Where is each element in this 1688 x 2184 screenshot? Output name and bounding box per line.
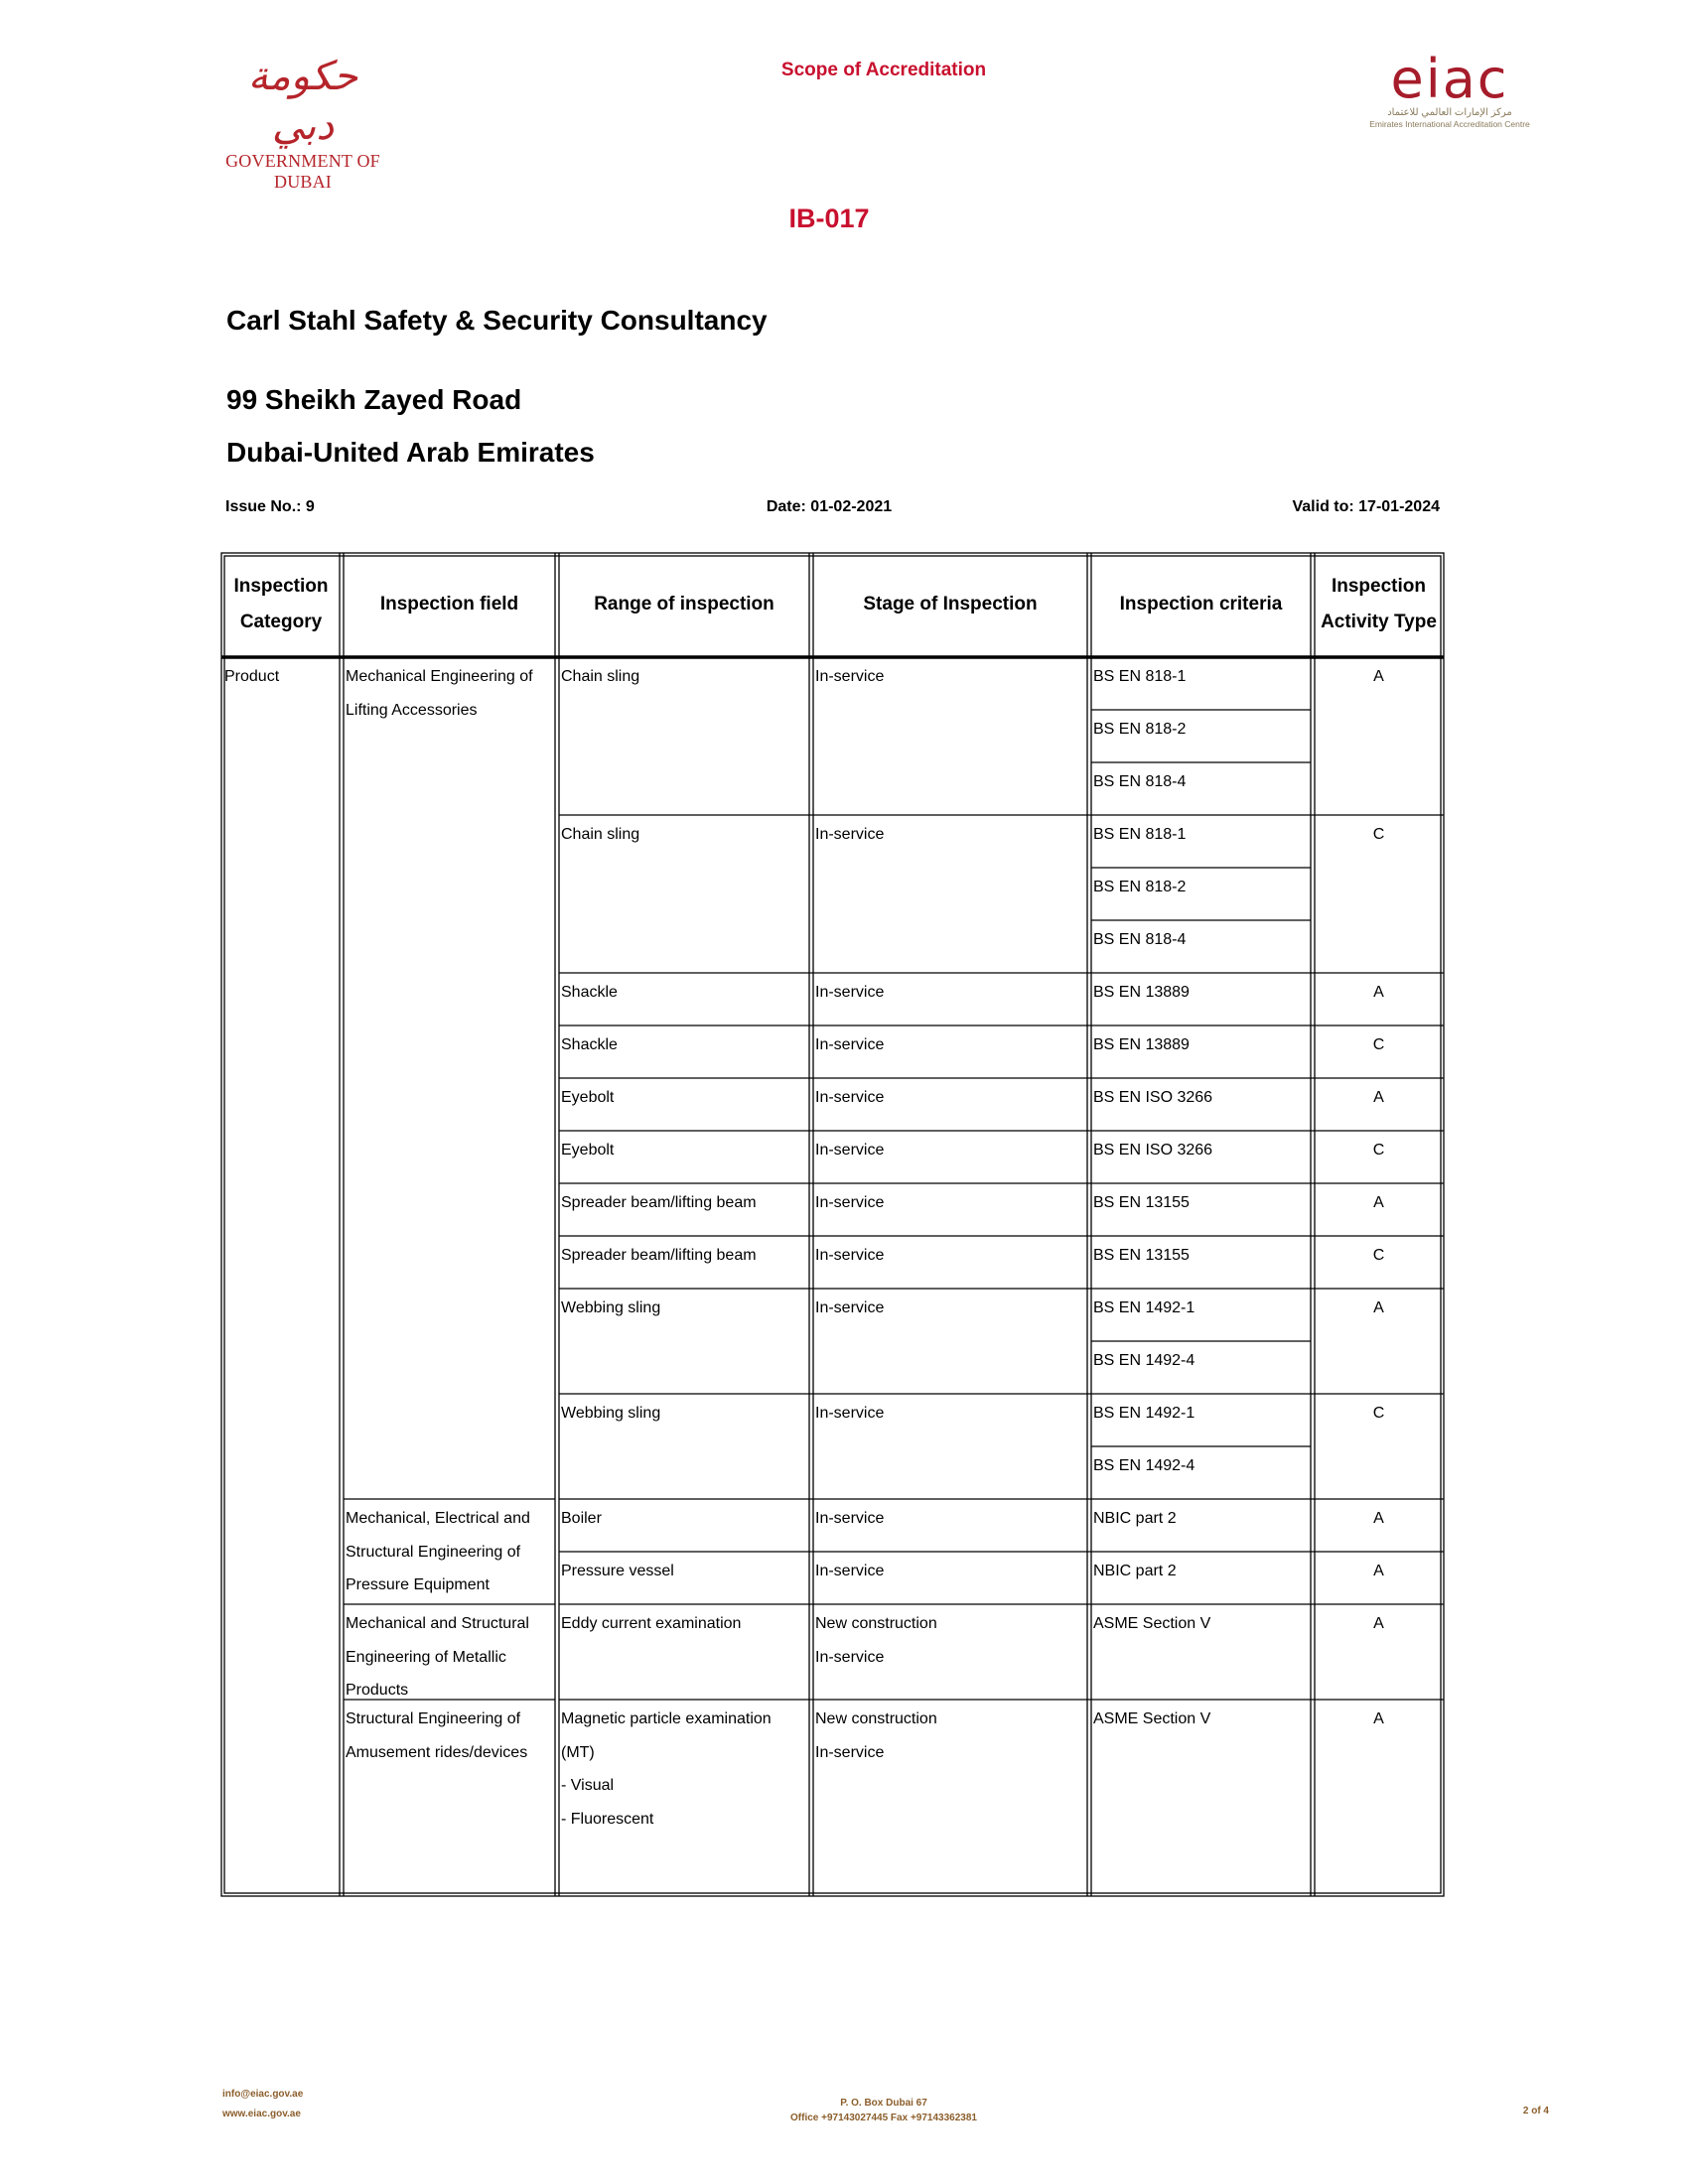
footer-address: P. O. Box Dubai 67 Office +97143027445 Fax +97143362381 (790, 2098, 977, 2123)
criteria-cell: NBIC part 2 (1093, 1563, 1177, 1579)
header-inspection-activity-type: Inspection Activity Type (1321, 576, 1437, 632)
eiac-logo (1360, 48, 1539, 131)
activity-type-cell: C (1372, 1142, 1385, 1159)
scope-table (220, 552, 1445, 1897)
range-cell: Webbing sling (561, 1405, 661, 1422)
activity-type-cell: A (1373, 1089, 1384, 1106)
criteria-cell: BS EN 818-4 (1093, 931, 1187, 948)
stage-cell: In-service (815, 984, 885, 1001)
activity-type-cell: C (1372, 1036, 1385, 1053)
stage-cell: In-service (815, 1247, 885, 1264)
activity-type-cell: A (1373, 1563, 1384, 1579)
range-cell: Magnetic particle examination (MT) - Visual - Fluorescent (561, 1710, 772, 1828)
field-cell: Mechanical and Structural Engineering of Metallic Products (346, 1615, 529, 1699)
stage-cell: In-service (815, 1036, 885, 1053)
gov-logo-arabic: حكومة دبي (247, 54, 358, 149)
document-code: IB-017 (788, 204, 870, 233)
header-inspection-field: Inspection field (379, 594, 519, 614)
range-cell: Eyebolt (561, 1089, 615, 1106)
stage-cell: In-service (815, 1563, 885, 1579)
stage-cell: In-service (815, 1405, 885, 1422)
criteria-cell: BS EN 818-1 (1093, 826, 1187, 843)
range-cell: Shackle (561, 1036, 618, 1053)
stage-cell: In-service (815, 1089, 885, 1106)
activity-type-cell: A (1373, 1710, 1384, 1727)
stage-cell: New construction In-service (815, 1615, 937, 1666)
footer-email: info@eiac.gov.ae (222, 2089, 304, 2100)
criteria-cell: BS EN 1492-4 (1093, 1457, 1196, 1474)
criteria-cell: BS EN 13889 (1093, 1036, 1190, 1053)
eiac-logo-arabic: مركز الإمارات العالمي للاعتماد (1387, 107, 1512, 118)
range-cell: Shackle (561, 984, 618, 1001)
address-line-1: 99 Sheikh Zayed Road (226, 384, 522, 415)
activity-type-cell: C (1372, 826, 1385, 843)
header-range-of-inspection: Range of inspection (594, 594, 774, 614)
range-cell: Spreader beam/lifting beam (561, 1194, 757, 1211)
criteria-cell: BS EN 818-2 (1093, 721, 1187, 738)
activity-type-cell: A (1373, 1299, 1384, 1316)
header-inspection-category: Inspection Category (233, 576, 329, 632)
activity-type-cell: C (1372, 1247, 1385, 1264)
range-cell: Webbing sling (561, 1299, 661, 1316)
footer-website: www.eiac.gov.ae (222, 2109, 301, 2119)
eiac-logo-word: eiac (1390, 48, 1509, 110)
organization-name: Carl Stahl Safety & Security Consultancy (226, 305, 768, 336)
stage-cell: In-service (815, 1194, 885, 1211)
criteria-cell: BS EN 818-1 (1093, 668, 1187, 685)
address-line-2: Dubai-United Arab Emirates (226, 437, 595, 468)
criteria-cell: BS EN 13155 (1093, 1247, 1190, 1264)
activity-type-cell: A (1373, 668, 1384, 685)
activity-type-cell: A (1373, 1510, 1384, 1527)
criteria-cell: BS EN 13155 (1093, 1194, 1190, 1211)
range-cell: Eddy current examination (561, 1615, 742, 1632)
activity-type-cell: A (1373, 1615, 1384, 1632)
criteria-cell: NBIC part 2 (1093, 1510, 1177, 1527)
category-cell: Product (224, 668, 280, 685)
government-of-dubai-logo (213, 52, 392, 192)
page-number: 2 of 4 (1522, 2106, 1549, 2116)
criteria-cell: BS EN ISO 3266 (1093, 1142, 1213, 1159)
field-cell: Mechanical, Electrical and Structural Engineering of Pressure Equipment (346, 1510, 530, 1593)
range-cell: Eyebolt (561, 1142, 615, 1159)
field-cell: Mechanical Engineering of Lifting Accessories (346, 668, 533, 719)
stage-cell: In-service (815, 1299, 885, 1316)
range-cell: Chain sling (561, 668, 640, 685)
criteria-cell: BS EN 13889 (1093, 984, 1190, 1001)
range-cell: Pressure vessel (561, 1563, 674, 1579)
issue-number: Issue No.: 9 (225, 498, 315, 515)
activity-type-cell: C (1372, 1405, 1385, 1422)
range-cell: Spreader beam/lifting beam (561, 1247, 757, 1264)
valid-to: Valid to: 17-01-2024 (1292, 498, 1440, 515)
criteria-cell: BS EN 1492-1 (1093, 1405, 1196, 1422)
criteria-cell: BS EN 1492-1 (1093, 1299, 1196, 1316)
eiac-logo-english: Emirates International Accreditation Centre (1369, 119, 1530, 129)
stage-cell: In-service (815, 668, 885, 685)
stage-cell: New construction In-service (815, 1710, 937, 1761)
stage-cell: In-service (815, 1142, 885, 1159)
criteria-cell: ASME Section V (1093, 1615, 1211, 1632)
criteria-cell: ASME Section V (1093, 1710, 1211, 1727)
issue-date: Date: 01-02-2021 (766, 498, 893, 515)
header-inspection-criteria: Inspection criteria (1119, 594, 1283, 614)
header-stage-of-inspection: Stage of Inspection (863, 594, 1038, 614)
criteria-cell: BS EN 818-4 (1093, 773, 1187, 790)
criteria-cell: BS EN ISO 3266 (1093, 1089, 1213, 1106)
range-cell: Boiler (561, 1510, 602, 1527)
criteria-cell: BS EN 818-2 (1093, 879, 1187, 895)
activity-type-cell: A (1373, 1194, 1384, 1211)
range-cell: Chain sling (561, 826, 640, 843)
page-title: Scope of Accreditation (780, 60, 987, 80)
criteria-cell: BS EN 1492-4 (1093, 1352, 1196, 1369)
gov-logo-text: GOVERNMENT OF DUBAI (225, 151, 380, 192)
stage-cell: In-service (815, 826, 885, 843)
field-cell: Structural Engineering of Amusement rides/devices (346, 1710, 528, 1761)
stage-cell: In-service (815, 1510, 885, 1527)
activity-type-cell: A (1373, 984, 1384, 1001)
